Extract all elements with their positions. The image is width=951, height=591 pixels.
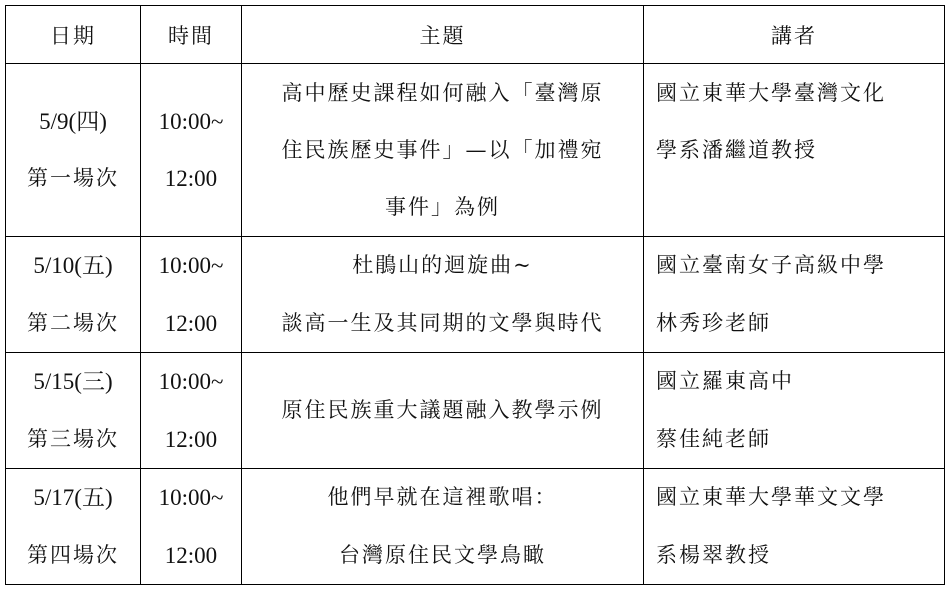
session-number: 第四場次 (27, 542, 119, 567)
speaker-line: 國立臺南女子高級中學 (656, 253, 886, 277)
date-cell (6, 353, 141, 469)
time-cell (141, 469, 242, 585)
time-start: 10:00~ (158, 369, 224, 394)
time-end: 12:00 (164, 542, 218, 568)
table-row (6, 469, 945, 585)
header-date: 日期 (6, 6, 141, 64)
lecture-schedule-table (5, 5, 945, 585)
topic-line: 台灣原住民文學鳥瞰 (339, 542, 546, 567)
time-end: 12:00 (164, 310, 218, 336)
topic-line: 原住民族重大議題融入教學示例 (281, 397, 604, 422)
time-end: 12:00 (164, 166, 218, 191)
topic-cell (242, 469, 644, 585)
header-time: 時間 (141, 6, 242, 64)
topic-cell (242, 353, 644, 469)
date-cell (6, 469, 141, 585)
topic-line: 住民族歷史事件」—以「加禮宛 (281, 137, 604, 162)
date-cell (6, 64, 141, 237)
speaker-line: 系楊翠教授 (656, 542, 771, 567)
speaker-cell (644, 353, 945, 469)
topic-cell (242, 64, 644, 237)
session-date: 5/9(四) (39, 109, 107, 134)
topic-line: 事件」為例 (385, 194, 500, 219)
speaker-cell (644, 237, 945, 353)
topic-line: 他們早就在這裡歌唱： (327, 485, 558, 509)
time-start: 10:00~ (158, 109, 224, 134)
time-end: 12:00 (164, 426, 218, 452)
topic-line: 談高一生及其同期的文學與時代 (281, 310, 604, 335)
table-row (6, 64, 945, 237)
session-date: 5/10(五) (33, 253, 113, 278)
session-number: 第一場次 (27, 166, 119, 190)
header-row (6, 6, 945, 64)
time-cell (141, 64, 242, 237)
table-row (6, 237, 945, 353)
topic-line: 杜鵑山的迴旋曲~ (352, 253, 533, 277)
topic-cell (242, 237, 644, 353)
speaker-line: 林秀珍老師 (656, 310, 771, 335)
time-cell (141, 353, 242, 469)
session-number: 第二場次 (27, 310, 119, 335)
session-date: 5/17(五) (33, 485, 113, 510)
topic-line: 高中歷史課程如何融入「臺灣原 (281, 80, 604, 105)
header-topic: 主題 (242, 6, 644, 64)
speaker-cell (644, 64, 945, 237)
date-cell (6, 237, 141, 353)
session-date: 5/15(三) (33, 369, 113, 394)
table-row (6, 353, 945, 469)
speaker-line: 學系潘繼道教授 (656, 138, 817, 162)
time-cell (141, 237, 242, 353)
speaker-line: 國立東華大學臺灣文化 (656, 81, 886, 105)
speaker-cell (644, 469, 945, 585)
speaker-line: 國立羅東高中 (656, 369, 794, 393)
header-speaker: 講者 (644, 6, 945, 64)
time-start: 10:00~ (158, 253, 224, 278)
time-start: 10:00~ (158, 485, 224, 510)
speaker-line: 國立東華大學華文文學 (656, 485, 886, 509)
speaker-line: 蔡佳純老師 (656, 426, 771, 451)
session-number: 第三場次 (27, 426, 119, 451)
